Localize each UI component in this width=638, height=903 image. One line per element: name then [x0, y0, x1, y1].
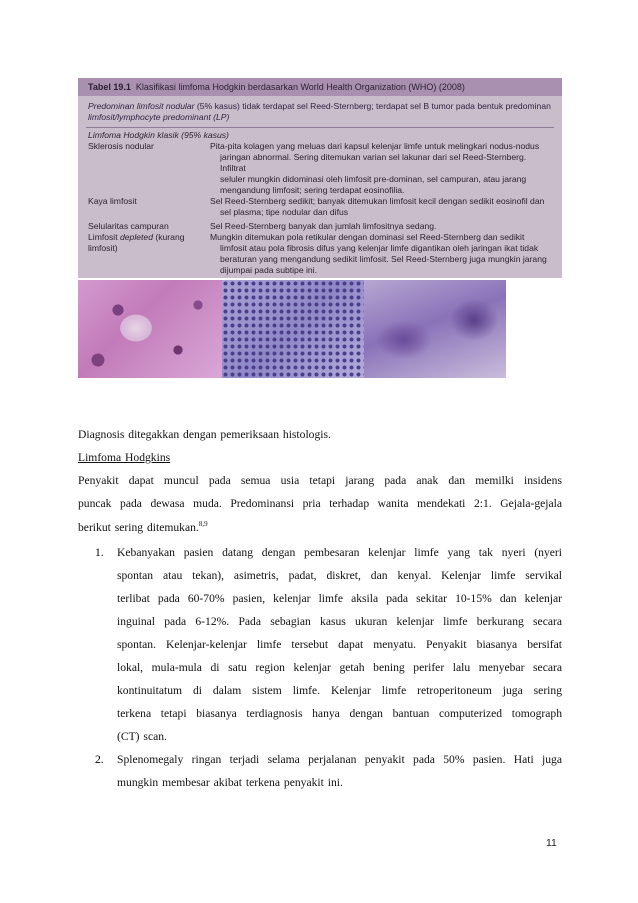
- list-line: kontinuitatum di dalam sistem limfe. Kelenjar limfe retroperitoneum juga sering: [117, 684, 562, 697]
- list-line: terlibat pada 60-70% pasien, kelenjar limfe aksila pada sekitar 10-15% dan kelenjar: [117, 592, 562, 605]
- row-desc-line: seluler mungkin didominasi oleh limfosit pre-dominan, sel campuran, atau jarang: [220, 174, 527, 184]
- row-desc-line: Pita-pita kolagen yang meluas dari kapsul kelenjar limfe untuk melingkari nodus-nodus: [210, 141, 540, 151]
- row-desc-line: jaringan abnormal. Sering ditemukan varian sel lakunar dari sel Reed-Sternberg. Infiltrat: [220, 152, 527, 173]
- row-desc: [210, 196, 552, 218]
- row-name-italic: depleted: [120, 232, 153, 242]
- row-desc-line: mengandung limfosit; sering terdapat eosinofilia.: [220, 185, 405, 195]
- who-classification-table: [78, 78, 562, 278]
- list-line: inguinal pada 6-12%. Pada sebagian kasus ukuran kelenjar limfe berkurang secara: [117, 615, 562, 628]
- row-name: Sklerosis nodular: [88, 141, 154, 151]
- row-desc-line: beraturan yang mengandung sedikit limfosit. Sel Reed-Sternberg juga mungkin jarang: [220, 254, 547, 264]
- list-line: lokal, mula-mula di satu region kelenjar getah bening perifer lalu menyebar secara: [117, 661, 562, 674]
- table-title: [78, 78, 562, 96]
- list-line: Kebanyakan pasien datang dengan pembesaran kelenjar limfe yang tak nyeri (nyeri: [117, 546, 562, 559]
- histology-image-nodular: [364, 280, 506, 378]
- list-number: 2.: [95, 753, 104, 766]
- section-heading: Limfoma Hodgkins: [78, 451, 171, 464]
- table-row: [78, 141, 562, 196]
- paragraph-line: [78, 520, 562, 534]
- table-label: Tabel 19.1: [88, 82, 131, 92]
- paragraph-text: berikut sering ditemukan.: [78, 520, 199, 534]
- list-line: spontan. Kelenjar-kelenjar limfe tersebut dapat menyatu. Penyakit biasanya bersifat: [117, 638, 562, 651]
- row-name-part: (kurang: [152, 232, 185, 242]
- row-desc-line: Mungkin ditemukan pola retikular dengan dominasi sel Reed-Sternberg dan sedikit: [210, 232, 525, 242]
- list-line: Splenomegaly ringan terjadi selama perjalanan penyakit pada 50% pasien. Hati juga: [117, 753, 562, 766]
- list-line: terkena tetapi biasanya terdiagnosis hanya dengan bantuan computerized tomograph: [117, 707, 562, 720]
- histology-images: [78, 280, 506, 378]
- row-name: [88, 232, 210, 276]
- row-desc-line: sel plasma; tipe nodular dan difus: [220, 207, 349, 217]
- lp-name: Predominan limfosit nodular: [88, 101, 195, 111]
- row-desc-line: dijumpai pada subtipe ini.: [220, 265, 317, 275]
- histology-image-reed-sternberg: [78, 280, 222, 378]
- histology-image-lymphocytes: [222, 280, 364, 378]
- citation-superscript: 8,9: [198, 520, 208, 528]
- row-name-part: Limfosit: [88, 232, 120, 242]
- table-row: [78, 196, 562, 218]
- klasik-heading: Limfoma Hodgkin klasik (95% kasus): [88, 130, 229, 140]
- diagnosis-sentence: Diagnosis ditegakkan dengan pemeriksaan histologis.: [78, 428, 331, 441]
- row-name: Kaya limfosit: [88, 196, 137, 206]
- row-desc: [210, 232, 552, 276]
- list-line: spontan atau tekan), asimetris, padat, diskret, dan kenyal. Kelenjar limfe servikal: [117, 569, 562, 582]
- table-row: [78, 221, 562, 232]
- row-desc-line: Sel Reed-Sternberg banyak dan jumlah limfositnya sedang.: [210, 221, 437, 231]
- paragraph-line: puncak pada dewasa muda. Predominansi pria terhadap wanita mendekati 2:1. Gejala-gejala: [78, 497, 562, 510]
- row-name: Selularitas campuran: [88, 221, 169, 231]
- lp-desc-line2: limfosit/lymphocyte predominant (LP): [88, 112, 230, 122]
- row-desc-line: limfosit atau pola fibrosis difus yang kelenjar limfe digantikan oleh jaringan ikat tidak: [220, 243, 539, 253]
- list-line: mungkin membesar akibat terkena penyakit ini.: [117, 776, 343, 789]
- lp-row: [78, 96, 562, 123]
- table-title-text: Klasifikasi limfoma Hodgkin berdasarkan World Health Organization (WHO) (2008): [135, 82, 465, 92]
- row-desc: [210, 221, 552, 232]
- lp-desc: (5% kasus) tidak terdapat sel Reed-Sternberg; terdapat sel B tumor pada bentuk predominan: [194, 101, 551, 111]
- paragraph-line: Penyakit dapat muncul pada semua usia tetapi jarang pada anak dan memilki insidens: [78, 474, 562, 487]
- list-line: (CT) scan.: [117, 730, 167, 743]
- page-number: 11: [546, 837, 557, 849]
- table-row: [78, 232, 562, 276]
- row-desc: [210, 141, 552, 196]
- list-number: 1.: [95, 546, 104, 559]
- row-desc-line: Sel Reed-Sternberg sedikit; banyak ditemukan limfosit kecil dengan sedikit eosinofil dan: [210, 196, 545, 206]
- row-name-part: limfosit): [88, 243, 118, 253]
